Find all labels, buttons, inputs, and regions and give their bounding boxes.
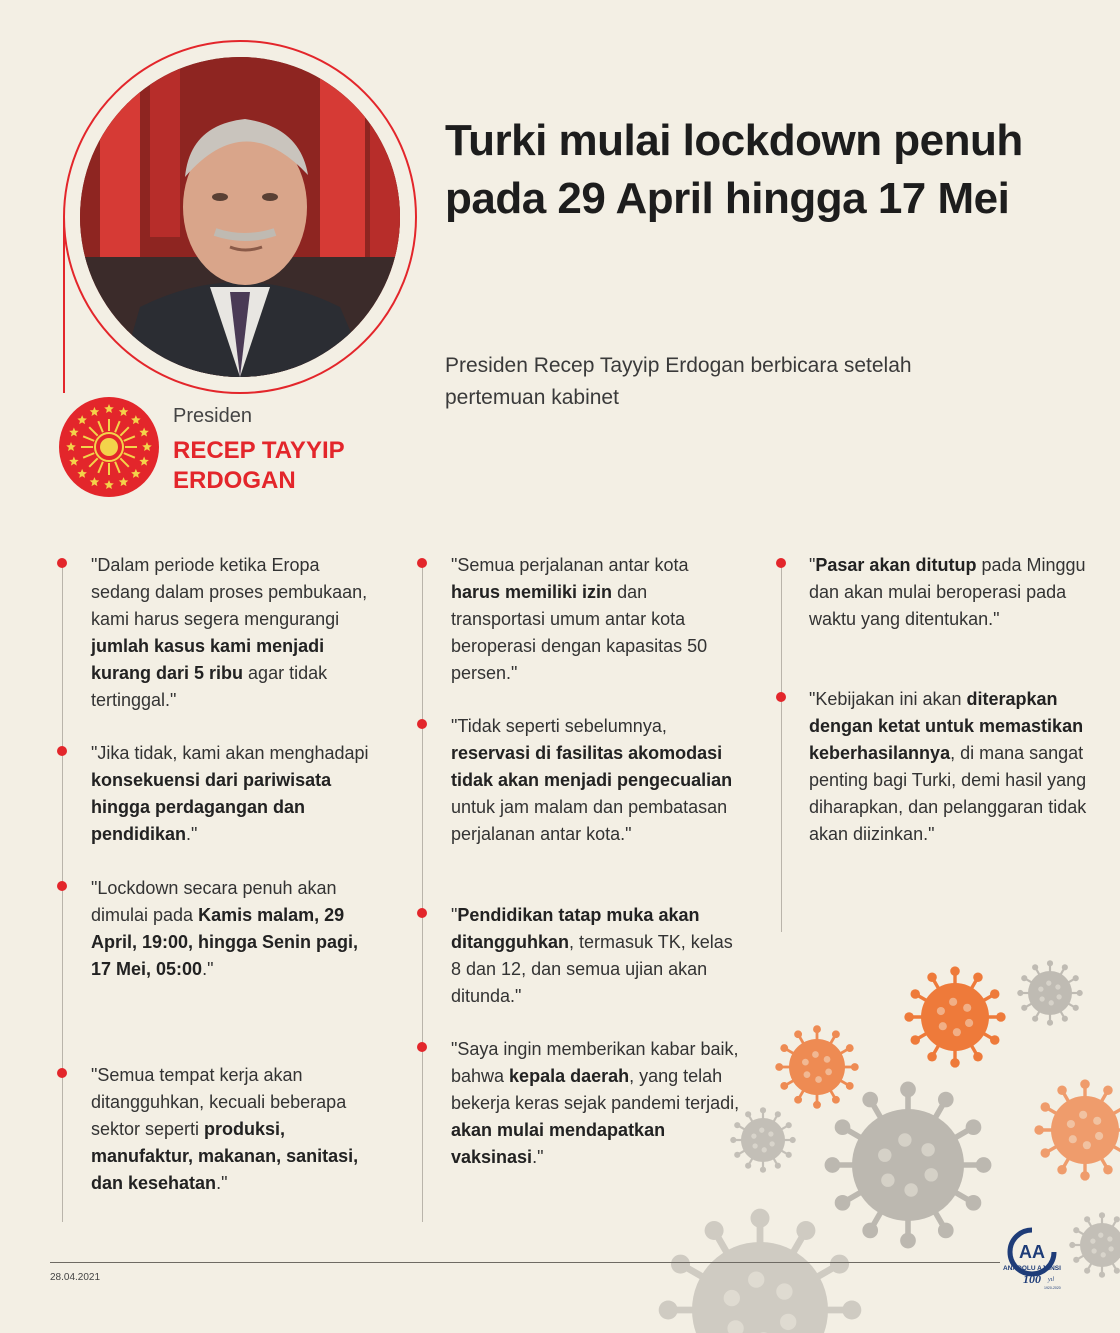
virus-icon (904, 966, 1005, 1067)
aa-logo-anniversary-tagline: 1920-2020 (1044, 1286, 1061, 1290)
aa-logo-anniversary-suffix: yıl (1048, 1277, 1054, 1283)
bullet-dot (417, 908, 427, 918)
quote-text: "Semua tempat kerja akan ditangguhkan, kecuali beberapa sektor seperti (91, 1065, 347, 1139)
quote-emphasis: Kamis malam, 29 April, 19:00, hingga Senin pagi, 17 Mei, 05:00 (91, 905, 359, 979)
date-label: 28.04.2021 (50, 1272, 101, 1283)
quote-3 (91, 875, 381, 983)
quote-text: ." (532, 1147, 544, 1167)
quote-text: " (809, 555, 816, 575)
presiden-name-line1: RECEP TAYYIP (173, 437, 345, 464)
quote-text: ." (186, 824, 198, 844)
virus-icon (1017, 960, 1083, 1026)
quote-text: , di mana sangat penting bagi Turki, demi hasil yang diharapkan, dan pelanggaran tidak akan diizinkan." (809, 743, 1087, 844)
virus-icon (659, 1209, 862, 1333)
quote-text: "Jika tidak, kami akan menghadapi (91, 743, 369, 763)
quote-text: ." (202, 959, 214, 979)
quote-text: untuk jam malam dan pembatasan perjalanan antar kota." (451, 797, 728, 844)
seal-sun-icon (100, 438, 118, 456)
quote-emphasis: jumlah kasus kami menjadi kurang dari 5 ribu (91, 636, 325, 683)
quote-text: agar tidak tertinggal." (91, 663, 328, 710)
quote-emphasis: diterapkan dengan ketat untuk memastikan keberhasilannya (809, 689, 1084, 763)
quote-emphasis: harus memiliki izin (451, 582, 613, 602)
quote-emphasis: Pasar akan ditutup (815, 555, 977, 575)
quote-text: "Semua perjalanan antar kota (451, 555, 689, 575)
subtitle: Presiden Recep Tayyip Erdogan berbicara setelah pertemuan kabinet (445, 354, 912, 409)
quote-1 (91, 552, 381, 714)
bullet-dot (57, 881, 67, 891)
presiden-label: Presiden (173, 405, 252, 427)
virus-icon (1034, 1079, 1120, 1180)
quote-emphasis: kepala daerah (509, 1066, 630, 1086)
quote-10 (809, 686, 1094, 848)
svg-text:AA: AA (1019, 1242, 1045, 1262)
quote-text: "Kebijakan ini akan (809, 689, 967, 709)
presidential-seal-icon (58, 396, 160, 498)
presiden-name-line2: ERDOGAN (173, 467, 296, 494)
bullet-dot (417, 719, 427, 729)
column-2-line (422, 562, 423, 1222)
aa-logo-anniversary: 100 (1023, 1272, 1041, 1286)
quote-text: "Tidak seperti sebelumnya, (451, 716, 667, 736)
bullet-dot (776, 558, 786, 568)
anadolu-agency-logo (998, 1226, 1066, 1294)
bullet-dot (417, 558, 427, 568)
virus-icon (1069, 1212, 1120, 1278)
footer-divider (50, 1262, 1000, 1263)
aa-logo-icon (998, 1226, 1066, 1294)
column-3-line (781, 562, 782, 932)
quote-5 (451, 552, 741, 687)
quote-text: "Lockdown secara penuh akan dimulai pada (91, 878, 337, 925)
virus-icon (825, 1082, 992, 1249)
quote-text: "Saya ingin memberikan kabar baik, bahwa (451, 1039, 739, 1086)
quote-text: ." (216, 1173, 228, 1193)
quote-emphasis: reservasi di fasilitas akomodasi tidak akan menjadi pengecualian (451, 743, 733, 790)
quote-2 (91, 740, 381, 848)
portrait-photo (80, 57, 400, 377)
portrait-connector-line (63, 218, 65, 393)
quote-text: dan transportasi umum antar kota beroperasi dengan kapasitas 50 persen." (451, 582, 708, 683)
quote-emphasis: akan mulai mendapatkan vaksinasi (451, 1120, 666, 1167)
quote-text: , termasuk TK, kelas 8 dan 12, dan semua ujian akan ditunda." (451, 932, 733, 1006)
quote-text: "Dalam periode ketika Eropa sedang dalam proses pembukaan, kami harus segera mengurangi (91, 555, 368, 629)
quote-emphasis: konsekuensi dari pariwisata hingga perdagangan dan pendidikan (91, 770, 332, 844)
quote-8 (451, 1036, 741, 1171)
quote-text: " (451, 905, 458, 925)
quote-7 (451, 902, 741, 1010)
bullet-dot (417, 1042, 427, 1052)
quote-emphasis: Pendidikan tatap muka akan ditangguhkan (451, 905, 700, 952)
quote-text: pada Minggu dan akan mulai beroperasi pada waktu yang ditentukan." (809, 555, 1086, 629)
quote-text: , yang telah bekerja keras sejak pandemi terjadi, (451, 1066, 740, 1113)
quote-9 (809, 552, 1094, 633)
aa-logo-agency: ANADOLU AJANSI (1003, 1265, 1061, 1272)
column-1-line (62, 562, 63, 1222)
bullet-dot (57, 746, 67, 756)
bullet-dot (57, 1068, 67, 1078)
headline: Turki mulai lockdown penuh pada 29 April hingga 17 Mei (445, 116, 1023, 223)
quote-emphasis: produksi, manufaktur, makanan, sanitasi, dan kesehatan (91, 1119, 359, 1193)
presiden-name (173, 436, 413, 496)
bullet-dot (57, 558, 67, 568)
quote-4 (91, 1062, 381, 1197)
bullet-dot (776, 692, 786, 702)
quote-6 (451, 713, 741, 848)
virus-icon (775, 1025, 858, 1108)
portrait-illustration (80, 57, 400, 377)
